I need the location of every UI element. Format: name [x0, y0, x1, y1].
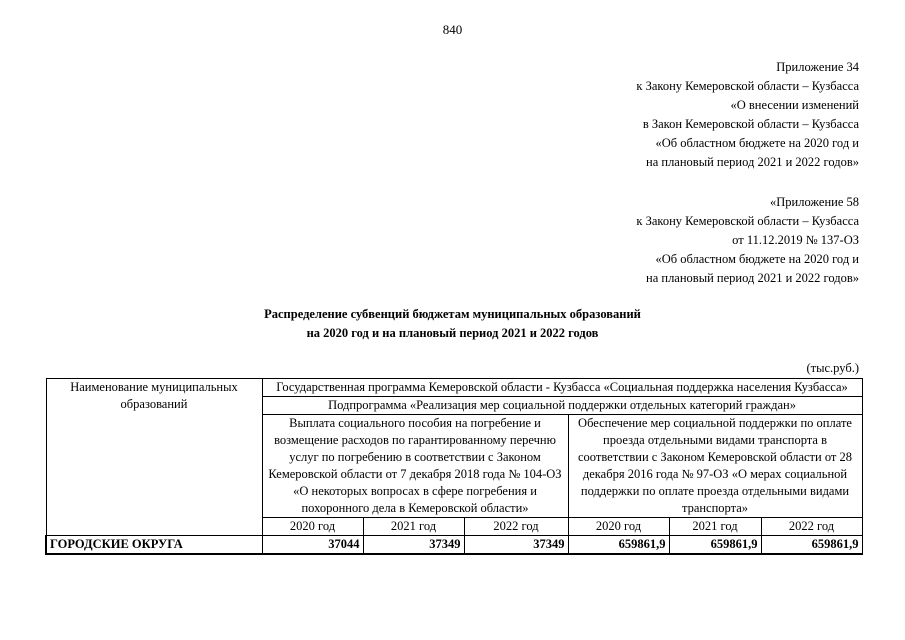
subventions-table: [45, 378, 863, 555]
year-header: 2021 год: [669, 518, 761, 536]
appendix-line: Приложение 34: [776, 60, 859, 74]
municipality-header: Наименование муниципальных образований: [46, 379, 262, 536]
row-value: 659861,9: [669, 536, 761, 555]
row-value: 659861,9: [568, 536, 669, 555]
title-line: на 2020 год и на плановый период 2021 и 2022 годов: [306, 326, 599, 340]
measure-transport-header: Обеспечение мер социальной поддержки по оплате проезда отдельными видами транспорта в соответствии с Законом Кемеровской области от 28 декабря 2016 года № 97-ОЗ «О мерах социальной поддержки по оплате проезда отдельными видами транспорта»: [568, 415, 862, 518]
page-number: 840: [442, 22, 463, 37]
year-header: 2022 год: [464, 518, 568, 536]
document-title: [0, 305, 905, 343]
year-header: 2020 год: [568, 518, 669, 536]
appendix-line: к Закону Кемеровской области – Кузбасса: [636, 79, 859, 93]
appendix-34-header: [636, 58, 859, 172]
units-label: (тыс.руб.): [806, 361, 859, 375]
appendix-line: «Приложение 58: [770, 195, 859, 209]
row-value: 37044: [262, 536, 363, 555]
appendix-line: в Закон Кемеровской области – Кузбасса: [642, 117, 859, 131]
row-value: 659861,9: [761, 536, 862, 555]
appendix-line: «О внесении изменений: [730, 98, 859, 112]
appendix-line: «Об областном бюджете на 2020 год и: [655, 136, 859, 150]
program-header: Государственная программа Кемеровской области - Кузбасса «Социальная поддержка населения Кузбасса»: [262, 379, 862, 397]
table-row: [46, 536, 862, 555]
appendix-line: «Об областном бюджете на 2020 год и: [655, 252, 859, 266]
year-header: 2021 год: [363, 518, 464, 536]
subprogram-header: Подпрограмма «Реализация мер социальной поддержки отдельных категорий граждан»: [262, 397, 862, 415]
title-line: Распределение субвенций бюджетам муниципальных образований: [264, 307, 641, 321]
year-header: 2022 год: [761, 518, 862, 536]
appendix-line: на плановый период 2021 и 2022 годов»: [646, 271, 859, 285]
appendix-line: на плановый период 2021 и 2022 годов»: [646, 155, 859, 169]
appendix-58-header: [636, 193, 859, 288]
row-value: 37349: [363, 536, 464, 555]
year-header: 2020 год: [262, 518, 363, 536]
appendix-line: к Закону Кемеровской области – Кузбасса: [636, 214, 859, 228]
measure-burial-header: Выплата социального пособия на погребение и возмещение расходов по гарантированному перечню услуг по погребению в соответствии с Законом Кемеровской области от 7 декабря 2018 года № 104-ОЗ «О некоторых вопросах в сфере погребения и похоронного дела в Кемеровской области»: [262, 415, 568, 518]
row-name: ГОРОДСКИЕ ОКРУГА: [46, 536, 262, 555]
appendix-line: от 11.12.2019 № 137-ОЗ: [732, 233, 859, 247]
row-value: 37349: [464, 536, 568, 555]
